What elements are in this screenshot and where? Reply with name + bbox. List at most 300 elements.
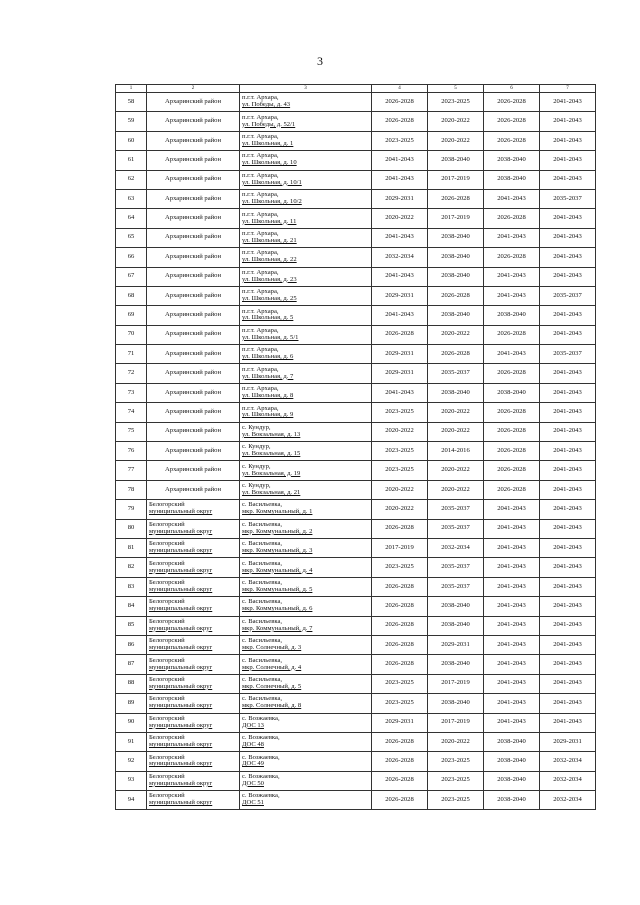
period-cell-4: 2026-2028 [372, 325, 428, 344]
district-line: Белогорский [149, 637, 185, 645]
district-line: муниципальный округ [149, 682, 213, 690]
period-cell-6: 2041-2043 [484, 713, 540, 732]
period-cell-6: 2026-2028 [484, 364, 540, 383]
period-cell-6: 2041-2043 [484, 538, 540, 557]
district-line: Архаринский район [165, 194, 221, 202]
address-cell [240, 597, 372, 616]
address-line: ул. Победы, д. 52/1 [242, 120, 296, 128]
address-line: ул. Школьная, д. 7 [242, 372, 294, 380]
period-cell-6: 2041-2043 [484, 286, 540, 305]
row-number: 93 [116, 771, 147, 790]
period-cell-7: 2041-2043 [540, 442, 596, 461]
table-row [116, 616, 596, 635]
district-cell [147, 131, 240, 150]
address-cell [240, 655, 372, 674]
district-cell [147, 383, 240, 402]
period-cell-4: 2029-2031 [372, 189, 428, 208]
district-line: Архаринский район [165, 233, 221, 241]
address-line: с. Кундур, [242, 443, 271, 451]
address-line: мкр. Коммунальный, д. 7 [242, 624, 313, 632]
address-line: мкр. Коммунальный, д. 1 [242, 508, 313, 516]
table-row [116, 577, 596, 596]
address-line: ул. Вокзальная, д. 15 [242, 450, 301, 458]
row-number: 92 [116, 752, 147, 771]
period-cell-5: 2017-2019 [428, 170, 484, 189]
period-cell-5: 2020-2022 [428, 480, 484, 499]
period-cell-5: 2032-2034 [428, 538, 484, 557]
period-cell-5: 2017-2019 [428, 209, 484, 228]
address-line: с. Васильевка, [242, 675, 283, 683]
table-row [116, 558, 596, 577]
row-number: 90 [116, 713, 147, 732]
period-cell-5: 2017-2019 [428, 713, 484, 732]
address-line: с. Возжаевка, [242, 772, 280, 780]
address-line: ул. Школьная, д. 25 [242, 295, 297, 303]
address-cell [240, 403, 372, 422]
period-cell-4: 2029-2031 [372, 364, 428, 383]
row-number: 77 [116, 461, 147, 480]
address-cell [240, 383, 372, 402]
address-line: ул. Школьная, д. 23 [242, 275, 297, 283]
table-row [116, 228, 596, 247]
table-row [116, 597, 596, 616]
district-line: Архаринский район [165, 311, 221, 319]
address-cell [240, 112, 372, 131]
period-cell-7: 2041-2043 [540, 577, 596, 596]
period-cell-6: 2041-2043 [484, 635, 540, 654]
period-cell-5: 2020-2022 [428, 325, 484, 344]
period-cell-4: 2017-2019 [372, 538, 428, 557]
address-line: п.г.т. Архара, [242, 191, 279, 199]
period-cell-7: 2041-2043 [540, 151, 596, 170]
period-cell-5: 2035-2037 [428, 558, 484, 577]
address-line: ул. Школьная, д. 21 [242, 236, 297, 244]
district-cell [147, 732, 240, 751]
address-line: ул. Школьная, д. 8 [242, 392, 294, 400]
table-row [116, 442, 596, 461]
period-cell-5: 2035-2037 [428, 519, 484, 538]
table-row [116, 325, 596, 344]
period-cell-4: 2026-2028 [372, 732, 428, 751]
period-cell-6: 2026-2028 [484, 403, 540, 422]
row-number: 60 [116, 131, 147, 150]
address-cell [240, 325, 372, 344]
district-line: муниципальный округ [149, 779, 213, 787]
district-line: Белогорский [149, 753, 185, 761]
row-number: 91 [116, 732, 147, 751]
period-cell-4: 2026-2028 [372, 635, 428, 654]
period-cell-6: 2038-2040 [484, 383, 540, 402]
period-cell-5: 2020-2022 [428, 461, 484, 480]
period-cell-6: 2026-2028 [484, 461, 540, 480]
district-cell [147, 209, 240, 228]
period-cell-5: 2023-2025 [428, 752, 484, 771]
period-cell-6: 2026-2028 [484, 93, 540, 112]
district-cell [147, 655, 240, 674]
district-cell [147, 286, 240, 305]
period-cell-5: 2035-2037 [428, 500, 484, 519]
period-cell-6: 2038-2040 [484, 306, 540, 325]
district-line: Архаринский район [165, 388, 221, 396]
address-cell [240, 286, 372, 305]
district-cell [147, 694, 240, 713]
row-number: 78 [116, 480, 147, 499]
period-cell-6: 2041-2043 [484, 228, 540, 247]
table-row [116, 345, 596, 364]
address-cell [240, 248, 372, 267]
district-cell [147, 189, 240, 208]
address-line: п.г.т. Архара, [242, 133, 279, 141]
address-line: с. Васильевка, [242, 559, 283, 567]
district-line: Архаринский район [165, 117, 221, 125]
address-cell [240, 577, 372, 596]
address-line: с. Васильевка, [242, 520, 283, 528]
period-cell-6: 2041-2043 [484, 345, 540, 364]
table-row [116, 500, 596, 519]
period-cell-5: 2017-2019 [428, 674, 484, 693]
district-cell [147, 771, 240, 790]
address-line: с. Кундур, [242, 482, 271, 490]
district-line: Белогорский [149, 598, 185, 606]
address-line: п.г.т. Архара, [242, 365, 279, 373]
district-line: муниципальный округ [149, 760, 213, 768]
row-number: 85 [116, 616, 147, 635]
row-number: 81 [116, 538, 147, 557]
district-line: муниципальный округ [149, 721, 213, 729]
period-cell-7: 2041-2043 [540, 170, 596, 189]
district-cell [147, 674, 240, 693]
table-row [116, 713, 596, 732]
row-number: 83 [116, 577, 147, 596]
period-cell-7: 2041-2043 [540, 325, 596, 344]
district-line: Архаринский район [165, 291, 221, 299]
period-cell-6: 2041-2043 [484, 189, 540, 208]
address-cell [240, 500, 372, 519]
period-cell-5: 2020-2022 [428, 732, 484, 751]
address-line: с. Васильевка, [242, 579, 283, 587]
period-cell-7: 2041-2043 [540, 112, 596, 131]
address-cell [240, 771, 372, 790]
district-line: муниципальный округ [149, 527, 213, 535]
column-header-5: 5 [428, 85, 484, 93]
address-line: ДОС 51 [242, 799, 264, 807]
row-number: 82 [116, 558, 147, 577]
period-cell-4: 2026-2028 [372, 597, 428, 616]
district-cell [147, 442, 240, 461]
table-row [116, 151, 596, 170]
table-row [116, 655, 596, 674]
address-line: п.г.т. Архара, [242, 152, 279, 160]
address-line: мкр. Коммунальный, д. 6 [242, 605, 313, 613]
address-line: ул. Победы, д. 43 [242, 101, 291, 109]
address-line: п.г.т. Архара, [242, 268, 279, 276]
address-line: п.г.т. Архара, [242, 94, 279, 102]
address-line: ул. Школьная, д. 10/1 [242, 178, 302, 186]
column-header-6: 6 [484, 85, 540, 93]
period-cell-6: 2026-2028 [484, 131, 540, 150]
district-line: муниципальный округ [149, 508, 213, 516]
district-cell [147, 228, 240, 247]
district-cell [147, 325, 240, 344]
address-line: п.г.т. Архара, [242, 113, 279, 121]
period-cell-7: 2041-2043 [540, 500, 596, 519]
address-line: с. Васильевка, [242, 501, 283, 509]
period-cell-4: 2041-2043 [372, 306, 428, 325]
period-cell-7: 2041-2043 [540, 538, 596, 557]
column-header-1: 1 [116, 85, 147, 93]
period-cell-5: 2038-2040 [428, 694, 484, 713]
address-line: с. Васильевка, [242, 656, 283, 664]
district-line: Архаринский район [165, 252, 221, 260]
district-line: муниципальный округ [149, 644, 213, 652]
district-line: Архаринский район [165, 155, 221, 163]
period-cell-7: 2041-2043 [540, 519, 596, 538]
district-line: Архаринский район [165, 485, 221, 493]
address-cell [240, 151, 372, 170]
period-cell-7: 2041-2043 [540, 480, 596, 499]
period-cell-5: 2035-2037 [428, 577, 484, 596]
period-cell-4: 2026-2028 [372, 791, 428, 810]
row-number: 86 [116, 635, 147, 654]
period-cell-6: 2041-2043 [484, 655, 540, 674]
period-cell-6: 2038-2040 [484, 170, 540, 189]
period-cell-6: 2038-2040 [484, 791, 540, 810]
address-line: ДОС 48 [242, 741, 264, 749]
table-row [116, 461, 596, 480]
period-cell-7: 2041-2043 [540, 306, 596, 325]
address-line: мкр. Солнечный, д. 8 [242, 702, 302, 710]
period-cell-7: 2035-2037 [540, 286, 596, 305]
row-number: 65 [116, 228, 147, 247]
period-cell-7: 2041-2043 [540, 616, 596, 635]
table-row [116, 403, 596, 422]
district-cell [147, 597, 240, 616]
period-cell-6: 2038-2040 [484, 771, 540, 790]
row-number: 80 [116, 519, 147, 538]
address-line: ул. Школьная, д. 11 [242, 217, 297, 225]
table-row [116, 248, 596, 267]
table-header [116, 85, 596, 93]
row-number: 75 [116, 422, 147, 441]
district-cell [147, 519, 240, 538]
period-cell-5: 2038-2040 [428, 655, 484, 674]
address-cell [240, 93, 372, 112]
period-cell-7: 2035-2037 [540, 189, 596, 208]
period-cell-5: 2038-2040 [428, 383, 484, 402]
district-line: муниципальный округ [149, 702, 213, 710]
period-cell-6: 2026-2028 [484, 325, 540, 344]
address-line: ул. Школьная, д. 10 [242, 159, 297, 167]
period-cell-5: 2038-2040 [428, 306, 484, 325]
address-cell [240, 732, 372, 751]
period-cell-7: 2041-2043 [540, 403, 596, 422]
row-number: 74 [116, 403, 147, 422]
address-line: с. Возжаевка, [242, 753, 280, 761]
address-line: мкр. Коммунальный, д. 2 [242, 527, 313, 535]
period-cell-7: 2041-2043 [540, 228, 596, 247]
period-cell-6: 2041-2043 [484, 616, 540, 635]
table-row [116, 93, 596, 112]
period-cell-6: 2041-2043 [484, 577, 540, 596]
district-cell [147, 461, 240, 480]
row-number: 71 [116, 345, 147, 364]
address-line: с. Васильевка, [242, 695, 283, 703]
district-line: Белогорский [149, 714, 185, 722]
table-row [116, 189, 596, 208]
period-cell-5: 2020-2022 [428, 403, 484, 422]
address-line: ул. Вокзальная, д. 19 [242, 469, 301, 477]
address-cell [240, 674, 372, 693]
table-row [116, 267, 596, 286]
address-cell [240, 752, 372, 771]
period-cell-4: 2026-2028 [372, 93, 428, 112]
district-cell [147, 791, 240, 810]
district-cell [147, 248, 240, 267]
period-cell-5: 2038-2040 [428, 228, 484, 247]
address-line: мкр. Солнечный, д. 4 [242, 663, 302, 671]
period-cell-6: 2038-2040 [484, 151, 540, 170]
period-cell-6: 2041-2043 [484, 267, 540, 286]
address-line: ул. Вокзальная, д. 13 [242, 430, 301, 438]
address-line: мкр. Коммунальный, д. 5 [242, 585, 313, 593]
address-cell [240, 189, 372, 208]
district-line: муниципальный округ [149, 605, 213, 613]
district-cell [147, 422, 240, 441]
period-cell-4: 2020-2022 [372, 422, 428, 441]
period-cell-7: 2041-2043 [540, 674, 596, 693]
district-line: муниципальный округ [149, 799, 213, 807]
period-cell-6: 2041-2043 [484, 597, 540, 616]
district-line: муниципальный округ [149, 624, 213, 632]
table-row [116, 480, 596, 499]
period-cell-6: 2026-2028 [484, 209, 540, 228]
address-line: ДОС 49 [242, 760, 264, 768]
district-cell [147, 170, 240, 189]
table-row [116, 209, 596, 228]
address-line: п.г.т. Архара, [242, 346, 279, 354]
address-line: п.г.т. Архара, [242, 288, 279, 296]
table-row [116, 732, 596, 751]
row-number: 64 [116, 209, 147, 228]
address-line: с. Возжаевка, [242, 714, 280, 722]
row-number: 63 [116, 189, 147, 208]
district-line: Архаринский район [165, 427, 221, 435]
row-number: 62 [116, 170, 147, 189]
page-number: 3 [317, 54, 323, 68]
district-cell [147, 403, 240, 422]
period-cell-4: 2041-2043 [372, 383, 428, 402]
address-line: с. Возжаевка, [242, 792, 280, 800]
address-line: п.г.т. Архара, [242, 171, 279, 179]
address-line: п.г.т. Архара, [242, 307, 279, 315]
address-line: с. Кундур, [242, 462, 271, 470]
period-cell-4: 2026-2028 [372, 655, 428, 674]
table-row [116, 519, 596, 538]
address-cell [240, 558, 372, 577]
period-cell-4: 2023-2025 [372, 403, 428, 422]
address-line: ул. Школьная, д. 22 [242, 256, 297, 264]
period-cell-4: 2026-2028 [372, 771, 428, 790]
address-line: ул. Школьная, д. 5/1 [242, 333, 299, 341]
district-line: Белогорский [149, 792, 185, 800]
district-line: муниципальный округ [149, 547, 213, 555]
district-line: Архаринский район [165, 175, 221, 183]
period-cell-4: 2032-2034 [372, 248, 428, 267]
table-row [116, 383, 596, 402]
address-line: ул. Школьная, д. 10/2 [242, 198, 302, 206]
period-cell-6: 2041-2043 [484, 558, 540, 577]
period-cell-7: 2041-2043 [540, 131, 596, 150]
period-cell-5: 2038-2040 [428, 616, 484, 635]
column-header-7: 7 [540, 85, 596, 93]
period-cell-5: 2038-2040 [428, 248, 484, 267]
period-cell-4: 2029-2031 [372, 713, 428, 732]
period-cell-7: 2041-2043 [540, 209, 596, 228]
row-number: 59 [116, 112, 147, 131]
period-cell-4: 2026-2028 [372, 519, 428, 538]
header-row [116, 85, 596, 93]
address-cell [240, 170, 372, 189]
period-cell-7: 2029-2031 [540, 732, 596, 751]
table-body [116, 93, 596, 810]
district-cell [147, 577, 240, 596]
period-cell-6: 2041-2043 [484, 519, 540, 538]
row-number: 88 [116, 674, 147, 693]
table-row [116, 364, 596, 383]
address-cell [240, 538, 372, 557]
period-cell-7: 2041-2043 [540, 267, 596, 286]
period-cell-5: 2026-2028 [428, 189, 484, 208]
table-row [116, 694, 596, 713]
row-number: 76 [116, 442, 147, 461]
district-line: муниципальный округ [149, 741, 213, 749]
period-cell-7: 2041-2043 [540, 597, 596, 616]
district-line: Белогорский [149, 695, 185, 703]
district-cell [147, 306, 240, 325]
district-line: Архаринский район [165, 214, 221, 222]
period-cell-7: 2041-2043 [540, 694, 596, 713]
address-line: мкр. Коммунальный, д. 3 [242, 547, 313, 555]
row-number: 87 [116, 655, 147, 674]
period-cell-4: 2026-2028 [372, 577, 428, 596]
row-number: 84 [116, 597, 147, 616]
address-line: с. Возжаевка, [242, 734, 280, 742]
period-cell-5: 2014-2016 [428, 442, 484, 461]
table-row [116, 422, 596, 441]
period-cell-4: 2041-2043 [372, 151, 428, 170]
period-cell-7: 2041-2043 [540, 93, 596, 112]
row-number: 70 [116, 325, 147, 344]
district-cell [147, 364, 240, 383]
address-cell [240, 713, 372, 732]
row-number: 89 [116, 694, 147, 713]
period-cell-7: 2041-2043 [540, 364, 596, 383]
address-line: ДОС 50 [242, 779, 264, 787]
district-line: Белогорский [149, 520, 185, 528]
period-cell-5: 2023-2025 [428, 93, 484, 112]
district-cell [147, 112, 240, 131]
address-line: с. Васильевка, [242, 598, 283, 606]
period-cell-4: 2026-2028 [372, 112, 428, 131]
district-line: муниципальный округ [149, 663, 213, 671]
district-line: муниципальный округ [149, 585, 213, 593]
row-number: 68 [116, 286, 147, 305]
period-cell-4: 2020-2022 [372, 480, 428, 499]
period-cell-6: 2041-2043 [484, 500, 540, 519]
period-cell-4: 2041-2043 [372, 267, 428, 286]
district-line: Белогорский [149, 734, 185, 742]
period-cell-7: 2041-2043 [540, 713, 596, 732]
